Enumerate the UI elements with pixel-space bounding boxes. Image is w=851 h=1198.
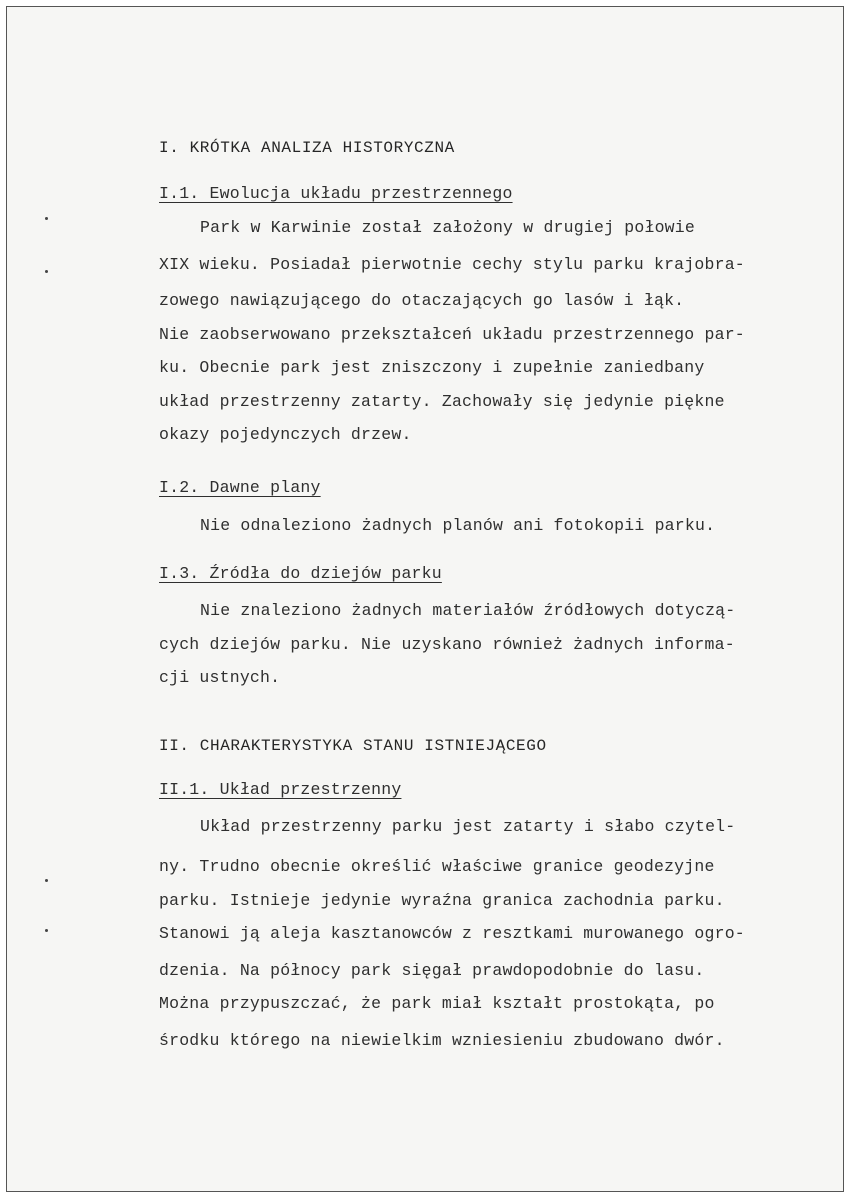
margin-mark <box>45 270 48 273</box>
margin-mark <box>45 217 48 220</box>
subsection-2-1-heading: II.1. Układ przestrzenny <box>159 780 402 799</box>
paragraph-line: ny. Trudno obecnie określić właściwe granice geodezyjne <box>159 857 715 876</box>
subsection-1-1-heading: I.1. Ewolucja układu przestrzennego <box>159 184 513 203</box>
paragraph-line: XIX wieku. Posiadał pierwotnie cechy stylu parku krajobra- <box>159 255 745 274</box>
paragraph-line: układ przestrzenny zatarty. Zachowały się jedynie piękne <box>159 392 725 411</box>
paragraph-line: okazy pojedynczych drzew. <box>159 425 412 444</box>
paragraph-line: ku. Obecnie park jest zniszczony i zupełnie zaniedbany <box>159 358 705 377</box>
paragraph-line: Nie zaobserwowano przekształceń układu przestrzennego par- <box>159 325 745 344</box>
subsection-1-2-heading: I.2. Dawne plany <box>159 478 321 497</box>
document-page <box>6 6 844 1192</box>
section-1-title: I. KRÓTKA ANALIZA HISTORYCZNA <box>159 139 455 157</box>
paragraph-line: parku. Istnieje jedynie wyraźna granica zachodnia parku. <box>159 891 725 910</box>
paragraph-line: Układ przestrzenny parku jest zatarty i słabo czytel- <box>200 817 736 836</box>
margin-mark <box>45 879 48 882</box>
section-2-title: II. CHARAKTERYSTYKA STANU ISTNIEJĄCEGO <box>159 737 547 755</box>
paragraph-line: środku którego na niewielkim wzniesieniu zbudowano dwór. <box>159 1031 725 1050</box>
paragraph-line: cych dziejów parku. Nie uzyskano również żadnych informa- <box>159 635 735 654</box>
paragraph-line: Stanowi ją aleja kasztanowców z resztkami murowanego ogro- <box>159 924 745 943</box>
subsection-1-3-heading: I.3. Źródła do dziejów parku <box>159 564 442 583</box>
paragraph-line: Nie znaleziono żadnych materiałów źródłowych dotyczą- <box>200 601 736 620</box>
paragraph-line: dzenia. Na północy park sięgał prawdopodobnie do lasu. <box>159 961 705 980</box>
paragraph-line: Można przypuszczać, że park miał kształt prostokąta, po <box>159 994 715 1013</box>
paragraph-line: Park w Karwinie został założony w drugiej połowie <box>200 218 695 237</box>
paragraph-line: Nie odnaleziono żadnych planów ani fotokopii parku. <box>200 516 716 535</box>
paragraph-line: zowego nawiązującego do otaczających go lasów i łąk. <box>159 291 685 310</box>
margin-mark <box>45 929 48 932</box>
paragraph-line: cji ustnych. <box>159 668 281 687</box>
